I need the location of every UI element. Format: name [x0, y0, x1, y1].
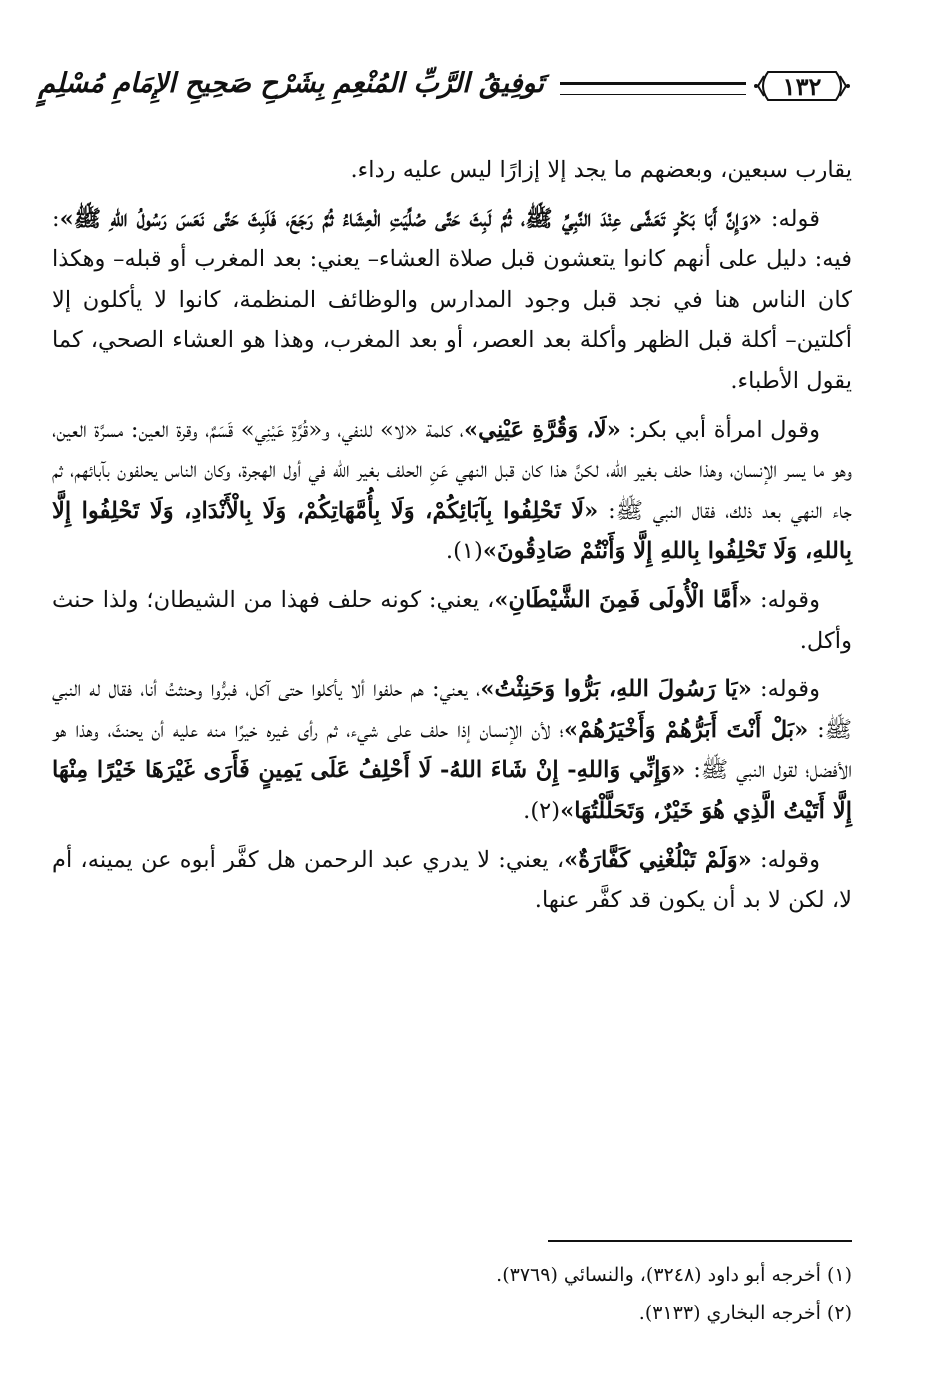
paragraph: [52, 669, 852, 831]
hadith-quote: «وَإِنَّ أَبَا بَكْرٍ تَعَشَّى عِنْدَ النَّبِيِّ ﷺ، ثُمَّ لَبِثَ حَتَّى صُلِّيَتِ الْعِشَاءُ ثُمَّ رَجَعَ، فَلَبِثَ حَتَّى نَعَسَ رَسُولُ اللهِ ﷺ»: [59, 205, 763, 232]
paragraph: [52, 580, 852, 661]
commentary-text: وقوله:: [752, 586, 820, 613]
commentary-text: وقول امرأة أبي بكر:: [620, 416, 820, 443]
hadith-quote: «وَلَمْ تَبْلُغْنِي كَفَّارَةٌ»: [564, 846, 752, 873]
hadith-quote: «أَمَّا الْأُولَى فَمِنَ الشَّيْطَانِ»: [494, 586, 753, 613]
book-title: تَوفِيقُ الرَّبِّ المُنْعِمِ بِشَرْحِ صَحِيحِ الإِمَامِ مُسْلِمٍ: [38, 68, 544, 99]
commentary-text: يقارب سبعين، وبعضهم ما يجد إلا إزارًا ليس عليه رداء.: [350, 157, 852, 183]
commentary-text: ، يعني: هم حلفوا ألا يأكلوا حتى آكل، فبرُّوا وحنثتُ أنا، فقال له النبي ﷺ:: [52, 676, 852, 743]
footnote-2: (٢) أخرجه البخاري (٣١٣٣).: [638, 1302, 852, 1324]
footnote-1: (١) أخرجه أبو داود (٣٢٤٨)، والنسائي (٣٧٦٩).: [496, 1264, 852, 1286]
commentary-text: (٢).: [523, 797, 561, 824]
hadith-quote: «يَا رَسُولَ اللهِ، بَرُّوا وَحَنِثْتُ»: [480, 676, 752, 703]
commentary-text: ، يعني: لا يدري عبد الرحمن هل كفَّر أبوه عن يمينه، أم لا، لكن لا بد أن يكون قد كفَّر عنها.: [52, 846, 852, 914]
paragraph: [52, 840, 852, 921]
header-rule: [560, 82, 746, 95]
paragraph: [52, 150, 852, 191]
hadith-quote: «لَا تَحْلِفُوا بِآبَائِكُمْ، وَلَا بِأُمَّهَاتِكُمْ، وَلَا بِالْأَنْدَادِ، وَلَا تَحْلِفُوا إِلَّا بِاللهِ، وَلَا تَحْلِفُوا بِاللهِ إِلَّا وَأَنْتُمْ صَادِقُونَ»: [52, 497, 852, 565]
hadith-quote: «وَإِنِّي وَاللهِ- إِنْ شَاءَ اللهُ- لَا أَحْلِفُ عَلَى يَمِينٍ فَأَرَى غَيْرَهَا خَيْرًا مِنْهَا إِلَّا أَتَيْتُ الَّذِي هُوَ خَيْرٌ، وَتَحَلَّلْتُهَا»: [52, 757, 852, 824]
commentary-text: ، يعني: كونه حلف فهذا من الشيطان؛ ولذا حنث وأكل.: [52, 586, 852, 654]
commentary-text: وقوله:: [751, 676, 821, 703]
commentary-text: ، كلمة «لا» للنفي، و«قُرَّةِ عَيْنِي» قَسَمٌ، وقرة العين: مسرَّة العين، وهو ما يسر الإنسان، وهذا حلف بغير الله، لكنَّ هذا كان قبل النهي عَنِ الحلف بغير الله في أول الهجرة، وكان الناس يحلفون بآبائهم، ثم جاء النهي بعد ذلك، فقال النبي ﷺ:: [52, 416, 852, 524]
commentary-text: (١).: [445, 538, 483, 565]
commentary-text: قوله:: [762, 205, 820, 232]
commentary-text: وقوله:: [751, 846, 820, 873]
paragraph: [52, 199, 852, 402]
commentary-text: : فيه: دليل على أنهم كانوا يتعشون قبل صلاة العشاء– يعني: بعد المغرب أو قبله– وهكذا كان الناس هنا في نجد قبل وجود المدارس والوظائف المنظمة، كانوا لا يأكلون إلا أكلتين– أكلة قبل الظهر وأكلة بعد العصر، أو بعد المغرب، وهذا هو العشاء الصحي، كما يقول الأطباء.: [52, 205, 853, 394]
hadith-quote: «لَا، وَقُرَّةِ عَيْنِي»: [464, 416, 621, 443]
page-number-ornament: [754, 66, 850, 106]
commentary-text: ؛ لأن الإنسان إذا حلف على شيء، ثم رأى غيره خيرًا منه عليه أن يحنثَ، وهذا هو الأفضل؛ لقول النبي ﷺ:: [52, 716, 852, 784]
paragraph: [52, 410, 852, 572]
footnotes: [52, 1256, 852, 1332]
hadith-quote: «بَلْ أَنْتَ أَبَرُّهُمْ وَأَخْيَرُهُمْ»: [563, 716, 809, 743]
page-number: ١٣٢: [782, 71, 822, 101]
page-header: [38, 60, 850, 122]
main-text: [52, 150, 852, 929]
footnote-separator: [548, 1240, 852, 1242]
